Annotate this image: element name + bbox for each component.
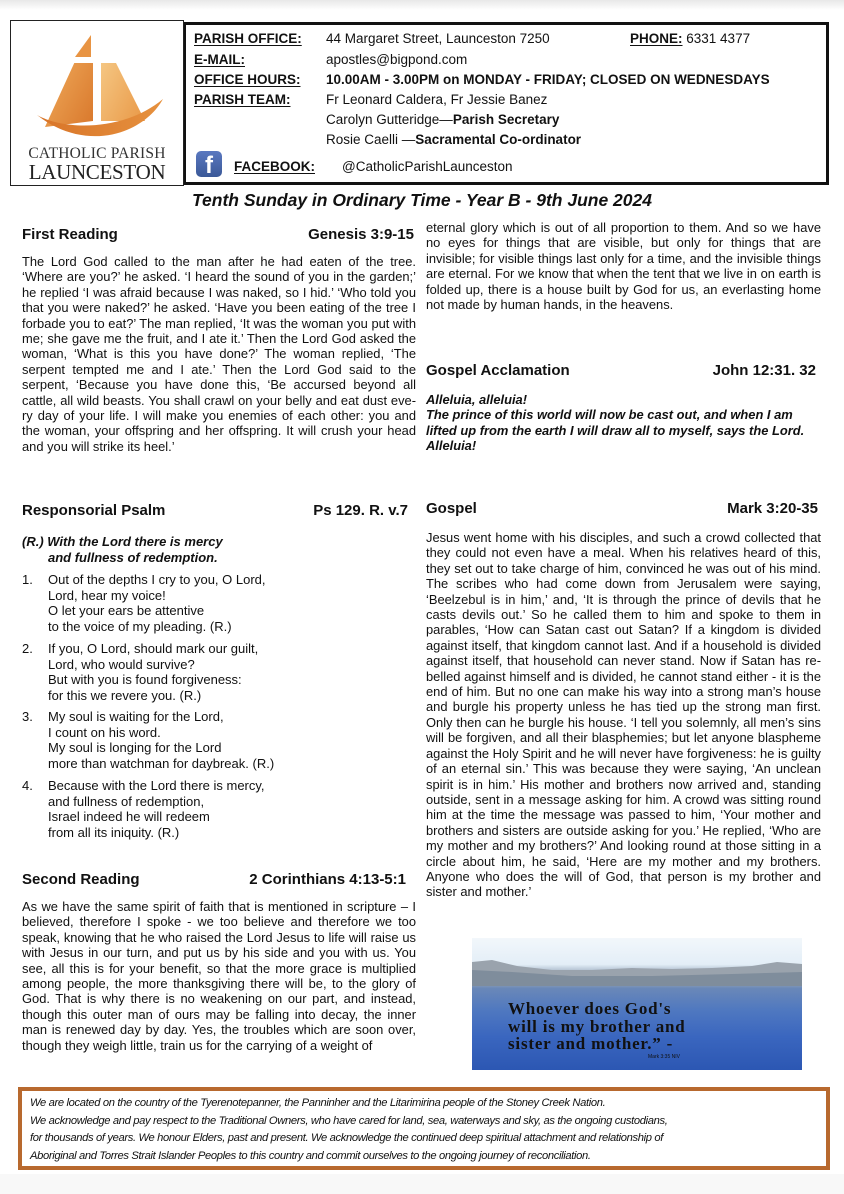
- verse-line: Israel indeed he will redeem: [48, 809, 210, 825]
- office-hours-row: [194, 72, 770, 88]
- facebook-row: [234, 159, 513, 174]
- page-top-shadow: [0, 0, 844, 10]
- phone-number: 6331 4377: [682, 31, 751, 46]
- team-member-2-name: Carolyn Gutteridge—: [326, 112, 453, 127]
- verse-line: and fullness of redemption,: [48, 793, 205, 809]
- parish-team-label: PARISH TEAM:: [194, 92, 291, 107]
- verse-lines: [48, 641, 258, 703]
- psalm-reference: Ps 129. R. v.7: [313, 502, 408, 519]
- first-reading-body: The Lord God called to the man after he had eaten of the tree. ‘Where are you?’ he asked. ‘I heard the sound of you in the garden;’ he replied ‘I was afraid because I was naked, so I hid.’ ‘Who told you that you were naked?’ he asked. ‘Have you been eating of the tree I forbade you to eat?’ The man replied, ‘It was the woman you put with me; she gave me the fruit, and I ate it.’ Then the Lord God asked the woman, ‘What is this you have done?’ The woman replied, ‘The serpent tempted me and I ate.’ Then the Lord God said to the serpent, ‘Because you have done this, ‘Be accursed beyond all cattle, all wild beasts. You shall crawl on your belly and eat dust every day of your life. I will make you enemies of each other: you and the woman, your offspring and her offspring. It will crush your head and you will strike its heel.’: [22, 254, 416, 454]
- first-reading-text: [22, 254, 416, 454]
- verse-lines: [48, 778, 265, 840]
- verse-line: from all its iniquity. (R.): [48, 824, 180, 840]
- gospel-heading: Gospel: [426, 500, 477, 517]
- logo-text-launceston: LAUNCESTON: [28, 160, 166, 184]
- facebook-label: FACEBOOK:: [234, 159, 315, 174]
- parish-info-box: [184, 22, 829, 185]
- second-reading-body: As we have the same spirit of faith that is mentioned in scripture – I believed, therefore I spoke - we too believe and therefore we too speak, knowing that he who raised the Lord Jesus to life will raise us with Jesus in our turn, and put us by his side and you with us. You see, all this is for your benefit, so that the more grace is multiplied among people, the more thanksgiving there will be, to the glory of God. That is why there is no weakening on our part, and instead, though this outer man of ours may be falling into decay, the inner man is renewed day by day. Yes, the troubles which are soon over, though they weigh little, train us for the carrying of a weight of: [22, 899, 416, 1053]
- sailboat-cross-logo-icon: [25, 27, 171, 147]
- parish-office-row: [194, 31, 751, 47]
- acknowledgement-line: for thousands of years. We honour Elders, past and present. We acknowledge the continued deep spiritual attachment and relationship of: [30, 1132, 664, 1144]
- mountain-ridge-icon: [472, 956, 802, 986]
- verse-line: I count on his word.: [48, 724, 161, 740]
- quote-line: sister and mother.” -: [508, 1034, 674, 1053]
- verse-number: 4.: [22, 778, 33, 793]
- phone-label: PHONE:: [630, 31, 683, 46]
- office-hours-value: 10.00AM - 3.00PM on MONDAY - FRIDAY; CLOSED ON WEDNESDAYS: [326, 72, 770, 87]
- second-reading-text-part-2: [426, 220, 821, 312]
- verse-line: Out of the depths I cry to you, O Lord,: [48, 572, 266, 587]
- email-link[interactable]: apostles@bigpond.com: [326, 52, 468, 67]
- verse-lines: [48, 709, 274, 771]
- psalm-heading: Responsorial Psalm: [22, 502, 166, 519]
- verse-line: Lord, hear my voice!: [48, 587, 166, 603]
- second-reading-body-continued: eternal glory which is out of all proportion to them. And so we have no eyes for things that are visible, but only for things that are invisible; for visible things last only for a time, and the invisible things are eternal. For we know that when the tent that we live in on earth is folded up, there is a house built by God for us, an everlasting home not made by human hands, in the heavens.: [426, 220, 821, 313]
- first-reading-heading: First Reading: [22, 226, 118, 243]
- gospel-acclamation-heading: Gospel Acclamation: [426, 362, 570, 379]
- page-title: Tenth Sunday in Ordinary Time - Year B - 9th June 2024: [192, 190, 652, 210]
- quote-line: will is my brother and: [508, 1016, 686, 1036]
- gospel-body: Jesus went home with his disciples, and such a crowd collected that they could not even have a meal. When his relatives heard of this, they set out to take charge of him, convinced he was out of his mind. The scribes who had come down from Jerusalem were saying, ‘Beelzebul is in him,’ and, ‘It is through the prince of devils that he casts devils out.’ So he called them to him and spoke to them in parables, ‘How can Satan cast out Satan? If a kingdom is divided against itself, that kingdom cannot last. And if a household is divided against itself, that household can never stand. Now if Satan has rebelled against himself and is divided, he cannot stand either - it is the end of him. But no one can make his way into a strong man’s house and burgle his property unless he has tied up the strong man first. Only then can he burgle his house. ‘I tell you solemnly, all men’s sins will be forgiven, and all their blasphemies; but let anyone blaspheme against the Holy Spirit and he will never have forgiveness: he is guilty of an eternal sin.’ This was because they were saying, ‘An unclean spirit is in him.’ His mother and brothers now arrived and, standing outside, sent in a message asking for him. A crowd was sitting round him at the time the message was passed to him, ‘Your mother and brothers and sisters are outside asking for you.’ He replied, ‘Who are my mother and my brothers?’ And looking round at those sitting in a circle about him, he said, ‘Here are my mother and my brothers. Anyone who does the will of God, that person is my brother and sister and mother.’: [426, 530, 821, 900]
- quote-citation: Mark 3:35 NIV: [648, 1054, 680, 1060]
- team-member-3-name: Rosie Caelli —: [326, 132, 416, 147]
- second-reading-heading: Second Reading: [22, 871, 140, 888]
- second-reading-reference: 2 Corinthians 4:13-5:1: [249, 871, 406, 888]
- acknowledgement-line: We are located on the country of the Tyerenotepanner, the Panninher and the Litarimirina people of the Stoney Creek Nation.: [30, 1097, 606, 1109]
- verse-line: to the voice of my pleading. (R.): [48, 618, 232, 634]
- verse-line: Because with the Lord there is mercy,: [48, 778, 265, 793]
- acknowledgement-line: We acknowledge and pay respect to the Traditional Owners, who have cared for land, sea, waterways and sky, as the ongoing custodians,: [30, 1114, 668, 1127]
- verse-lines: [48, 572, 266, 634]
- verse-line: Lord, who would survive?: [48, 656, 195, 672]
- team-member-1: Fr Leonard Caldera, Fr Jessie Banez: [326, 92, 548, 107]
- verse-line: If you, O Lord, should mark our guilt,: [48, 641, 259, 656]
- gospel-reference: Mark 3:20-35: [727, 500, 818, 517]
- facebook-handle[interactable]: @CatholicParishLaunceston: [342, 159, 513, 174]
- verse-line: My soul is waiting for the Lord,: [48, 709, 224, 724]
- email-row: [194, 52, 468, 68]
- gospel-text: [426, 530, 821, 900]
- team-member-2: [326, 112, 559, 128]
- page-bottom-margin: [0, 1174, 844, 1194]
- acknowledgement-of-country: [18, 1087, 830, 1170]
- email-label: E-MAIL:: [194, 52, 245, 67]
- acclamation-line: The prince of this world will now be cast out, and when I am lifted up from the earth I will draw all to myself, says the Lord.: [426, 407, 805, 438]
- team-member-3: [326, 132, 581, 148]
- team-member-2-role: Parish Secretary: [452, 112, 560, 127]
- psalm-response-line-1: (R.) With the Lord there is mercy: [22, 534, 223, 549]
- second-reading-text-part-1: [22, 899, 416, 1053]
- parish-team-row: [194, 92, 548, 108]
- verse-line: My soul is longing for the Lord: [48, 740, 222, 756]
- parish-office-address: 44 Margaret Street, Launceston 7250: [326, 31, 550, 46]
- gospel-acclamation-text: [426, 392, 810, 454]
- verse-line: for this we revere you. (R.): [48, 687, 202, 703]
- parish-office-label: PARISH OFFICE:: [194, 31, 302, 46]
- gospel-acclamation-reference: John 12:31. 32: [712, 362, 816, 379]
- acclamation-line: Alleluia!: [426, 438, 477, 454]
- facebook-icon[interactable]: f: [196, 151, 222, 177]
- verse-line: more than watchman for daybreak. (R.): [48, 755, 275, 771]
- office-hours-label: OFFICE HOURS:: [194, 72, 301, 87]
- verse-number: 1.: [22, 572, 33, 587]
- parish-logo: [10, 20, 184, 186]
- acclamation-line: Alleluia, alleluia!: [426, 392, 528, 407]
- logo-text-catholic-parish: CATHOLIC PARISH: [28, 145, 166, 162]
- verse-line: O let your ears be attentive: [48, 603, 205, 619]
- phone-block: [630, 31, 750, 47]
- psalm-response: [22, 534, 223, 565]
- verse-line: But with you is found forgiveness:: [48, 672, 242, 688]
- psalm-response-line-2: and fullness of redemption.: [48, 549, 218, 565]
- lake-quote-image: [472, 938, 802, 1070]
- verse-number: 2.: [22, 641, 33, 656]
- quote-line: Whoever does God's: [508, 999, 672, 1018]
- team-member-3-role: Sacramental Co-ordinator: [415, 132, 582, 147]
- first-reading-reference: Genesis 3:9-15: [308, 226, 414, 243]
- verse-number: 3.: [22, 709, 33, 724]
- quote-text: [508, 1000, 686, 1053]
- acknowledgement-line: Aboriginal and Torres Strait Islander Peoples to this country and commit ourselves to the ongoing journey of reconciliation.: [30, 1149, 591, 1162]
